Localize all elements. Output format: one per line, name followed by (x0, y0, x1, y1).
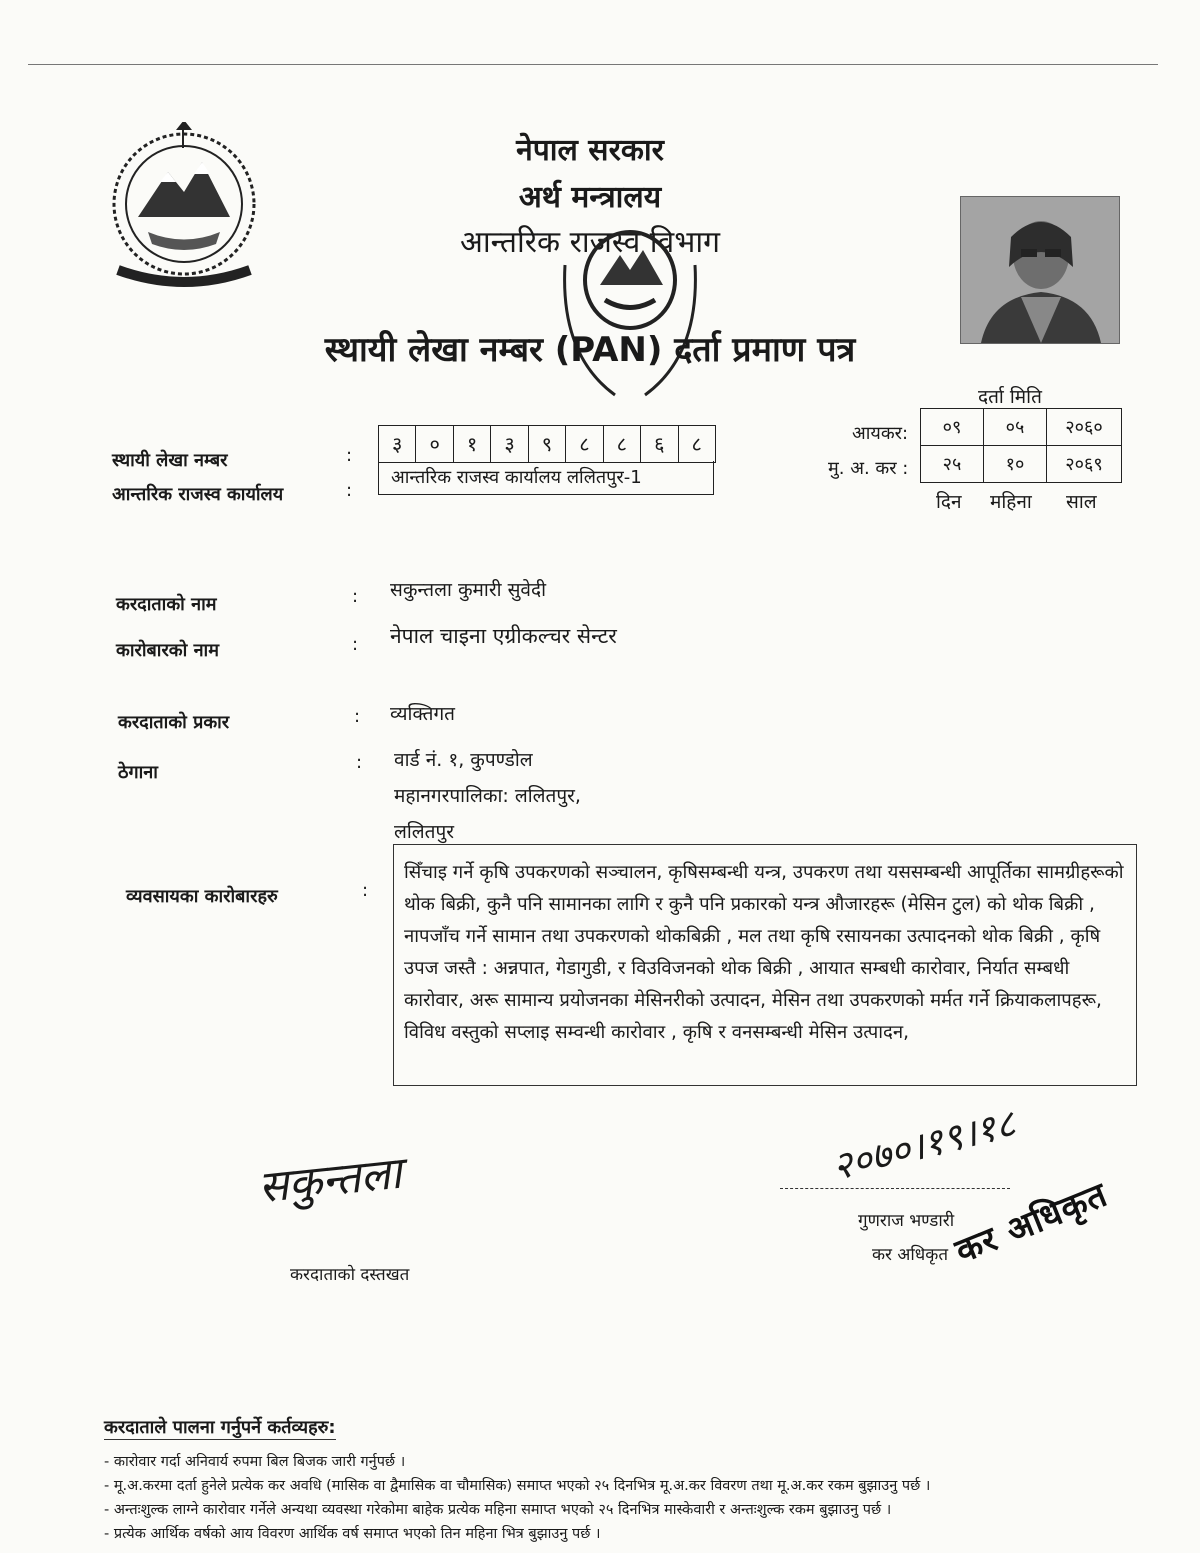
top-rule (28, 64, 1158, 65)
pan-digit: ० (416, 426, 453, 462)
pan-digit: ३ (491, 426, 528, 462)
pan-digit: ३ (379, 426, 416, 462)
officer-name: गुणराज भण्डारी (858, 1211, 955, 1231)
income-tax-label: आयकर: (852, 423, 909, 444)
vat-day: २५ (921, 446, 984, 483)
header-government: नेपाल सरकार (516, 133, 664, 168)
duty-item: - अन्तःशुल्क लाग्ने कारोवार गर्नेले अन्यथा व्यवस्था गरेकोमा बाहेक प्रत्येक महिना समाप्त भएको २५ दिनभित्र मास्केवारी र अन्तःशुल्क रकम बुझाउनु पर्छ । (104, 1502, 892, 1518)
officer-signature: २०७०।१९।१८ (827, 1101, 1020, 1189)
duty-item: - मू.अ.करमा दर्ता हुनेले प्रत्येक कर अवधि (मासिक वा द्वैमासिक वा चौमासिक) समाप्त भएको २५ दिनभित्र मू.अ.कर विवरण तथा मू.अ.कर रकम बुझाउनु पर्छ । (104, 1478, 931, 1494)
pan-digit: १ (454, 426, 491, 462)
duties-title: करदाताले पालना गर्नुपर्ने कर्तव्यहरु: (104, 1417, 336, 1438)
business-activities-label: व्यवसायका कारोबारहरु (126, 886, 278, 907)
vat-year: २०६९ (1047, 446, 1122, 483)
office-label: आन्तरिक राजस्व कार्यालय (112, 484, 284, 505)
duty-item: - प्रत्येक आर्थिक वर्षको आय विवरण आर्थिक वर्ष समाप्त भएको तिन महिना भित्र बुझाउनु पर्छ । (104, 1526, 601, 1542)
pan-digit: ८ (566, 426, 603, 462)
registration-date-table (920, 408, 1122, 483)
taxpayer-type-label: करदाताको प्रकार (118, 712, 230, 733)
office-value: आन्तरिक राजस्व कार्यालय ललितपुर-1 (378, 461, 714, 495)
duty-item: - कारोवार गर्दा अनिवार्य रुपमा बिल बिजक जारी गर्नुपर्छ । (104, 1454, 406, 1470)
taxpayer-name-label: करदाताको नाम (116, 594, 217, 615)
income-tax-date-row (921, 409, 1122, 446)
business-activities-text: सिँचाइ गर्ने कृषि उपकरणको सञ्चालन, कृषिसम्बन्धी यन्त्र, उपकरण तथा यससम्बन्धी आपूर्तिका सामग्रीहरूको थोक बिक्री, कुनै पनि सामानका लागि र कुनै पनि प्रकारको यन्त्र औजारहरू (मेसिन टुल) को थोक बिक्री , नापजाँच गर्ने सामान तथा उपकरणको थोकबिक्री , मल तथा कृषि रसायनका उत्पादनको थोक बिक्री , कृषि उपज जस्तै : अन्नपात, गेडागुडी, र विउविजनको थोक बिक्री , आयात सम्बधी कारोवार, निर्यात सम्बधी कारोवार, अरू सामान्य प्रयोजनका मेसिनरीको उत्पादन, मेसिन तथा उपकरणको मर्मत गर्ने क्रियाकलापहरू, विविध वस्तुको सप्लाइ सम्वन्धी कारोवार , कृषि र वनसम्बन्धी मेसिन उत्पादन, (393, 844, 1137, 1086)
pan-label: स्थायी लेखा नम्बर (112, 450, 228, 471)
pan-digit: ८ (691, 432, 702, 456)
year-label: साल (1066, 491, 1097, 513)
vat-month: १० (984, 446, 1047, 483)
pan-digit: ८ (604, 426, 641, 462)
address-line-2: महानगरपालिका: ललितपुर, (394, 785, 581, 807)
address-line-3: ललितपुर (394, 821, 455, 843)
department-seal (555, 225, 705, 415)
business-name-label: कारोबारको नाम (116, 640, 219, 661)
registration-date-title: दर्ता मिति (978, 386, 1042, 408)
taxpayer-type: व्यक्तिगत (390, 703, 455, 725)
taxpayer-signature: सकुन्तला (255, 1147, 404, 1214)
income-tax-year: २०६० (1047, 409, 1122, 446)
vat-date-row (921, 446, 1122, 483)
income-tax-month: ०५ (984, 409, 1047, 446)
vat-label: मु. अ. कर : (828, 458, 909, 479)
pan-digit: ९ (529, 426, 566, 462)
business-name: नेपाल चाइना एग्रीकल्चर सेन्टर (390, 624, 617, 648)
signature-line (780, 1188, 1010, 1189)
header-ministry: अर्थ मन्त्रालय (518, 180, 662, 215)
header-department: आन्तरिक राजस्व विभाग (459, 225, 720, 260)
day-label: दिन (936, 491, 962, 513)
address-label: ठेगाना (118, 762, 158, 783)
certificate-title: स्थायी लेखा नम्बर (PAN) दर्ता प्रमाण पत्र (324, 330, 856, 370)
taxpayer-photo (960, 196, 1120, 344)
taxpayer-name: सकुन्तला कुमारी सुवेदी (390, 579, 546, 601)
pan-digit: ६ (641, 426, 678, 462)
taxpayer-signature-label: करदाताको दस्तखत (290, 1265, 410, 1285)
officer-title: कर अधिकृत (872, 1245, 949, 1265)
pan-number-box (378, 425, 716, 463)
month-label: महिना (990, 491, 1032, 513)
income-tax-day: ०९ (921, 409, 984, 446)
officer-stamp: कर अधिकृत (949, 1174, 1114, 1272)
address-line-1: वार्ड नं. १, कुपण्डोल (394, 749, 533, 771)
